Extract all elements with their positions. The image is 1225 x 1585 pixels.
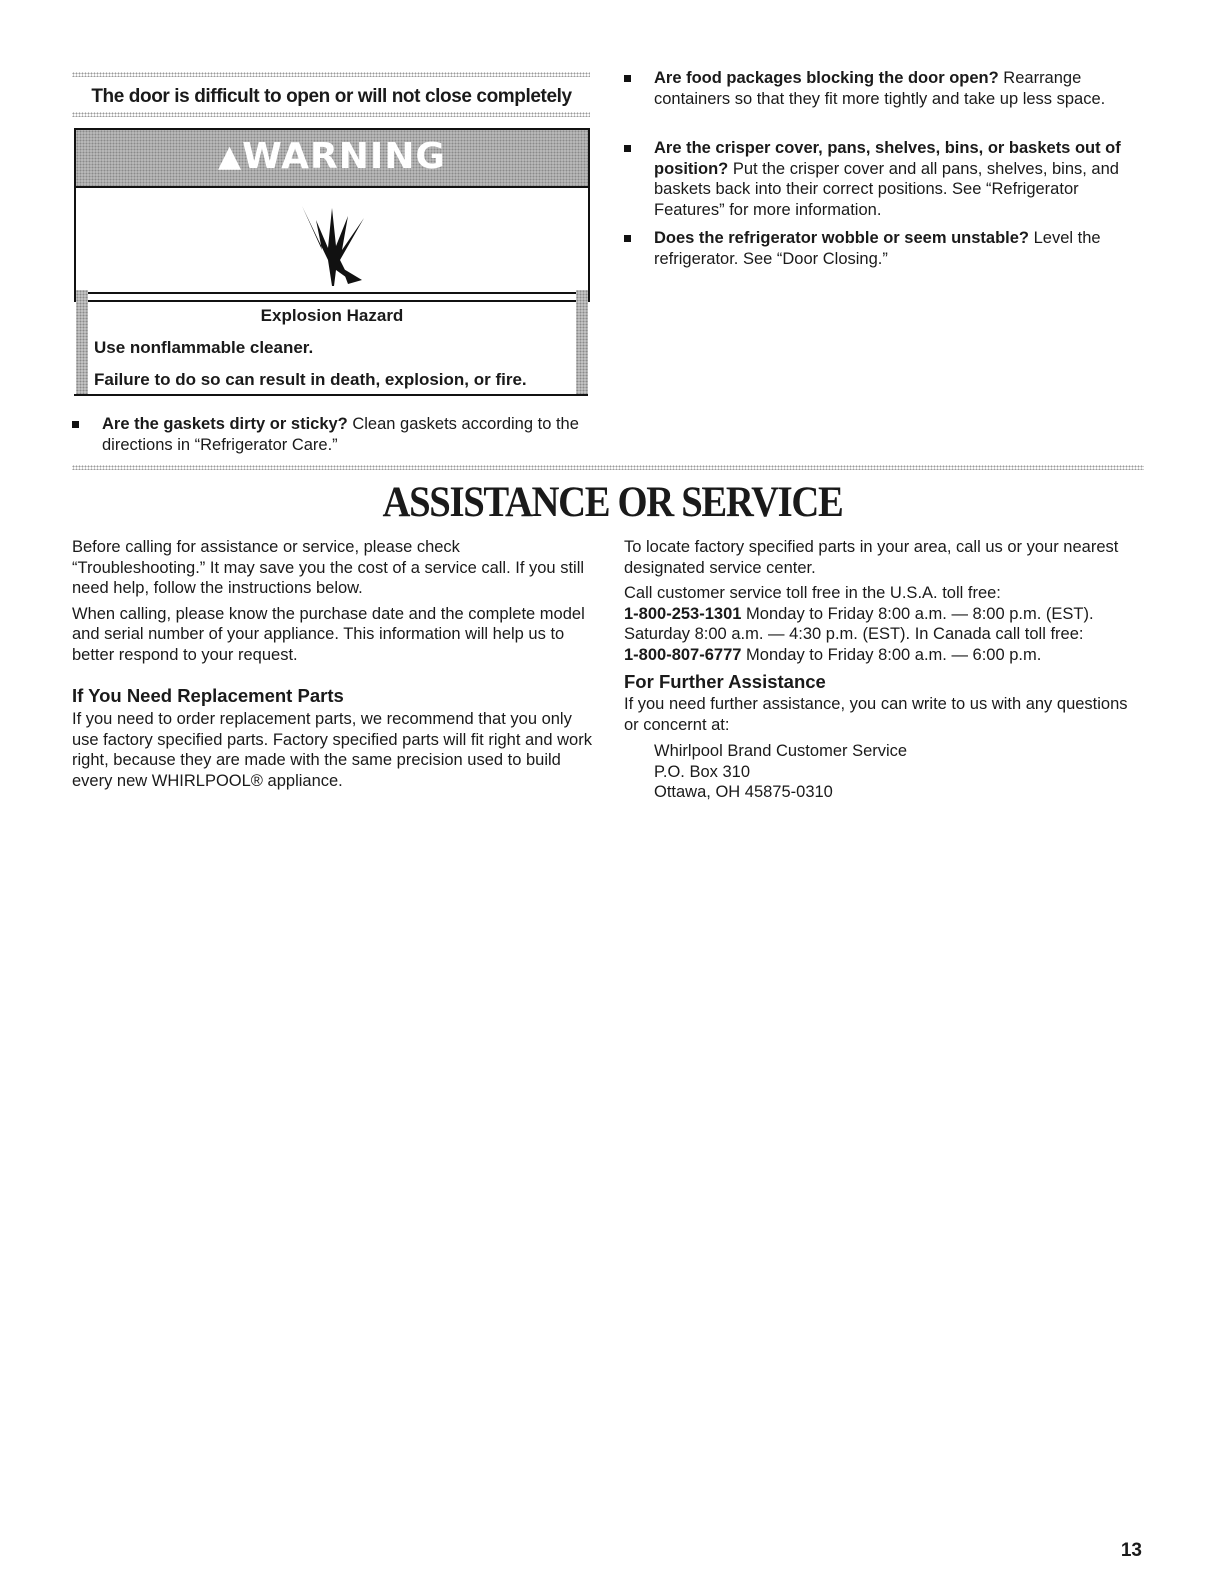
warning-line-2: Failure to do so can result in death, explosion, or fire.: [94, 370, 527, 389]
address-line-2: P.O. Box 310: [654, 762, 751, 781]
further-assistance-heading: For Further Assistance: [624, 671, 826, 692]
bullet-square-icon: [624, 145, 631, 152]
canada-phone-number: 1-800-807-6777: [624, 645, 742, 664]
intro-paragraph-2: When calling, please know the purchase date and the complete model and serial number of your appliance. This information will help us to better respond to your request.: [72, 604, 585, 664]
further-assistance-text: If you need further assistance, you can write to us with any questions or concernt at:: [624, 695, 1128, 734]
warning-side-right: [576, 290, 588, 394]
bullet-answer: Clean gaskets according to the directions in “Refrigerator Care.”: [102, 415, 579, 454]
warning-hazard-title: Explosion Hazard: [260, 306, 404, 325]
replacement-parts-text: If you need to order replacement parts, we recommend that you only use factory specified parts. Factory specified parts will fit right and work right, because they are made with the same precision used to build every new WHIRLPOOL® appliance.: [72, 710, 592, 790]
warning-triangle-icon: ▲: [218, 139, 243, 174]
assistance-left-column: [72, 537, 592, 791]
door-section-heading: The door is difficult to open or will not close completely: [91, 86, 572, 107]
warning-line-1: Use nonflammable cleaner.: [94, 338, 314, 357]
address-line-3: Ottawa, OH 45875-0310: [654, 783, 833, 801]
us-hours: Monday to Friday 8:00 a.m. — 8:00 p.m. (EST). Saturday 8:00 a.m. — 4:30 p.m. (EST). In Canada call toll free:: [624, 604, 1094, 643]
bullet-question: Are the crisper cover, pans, shelves, bins, or baskets out of position?: [654, 139, 1121, 178]
bullet-question: Are the gaskets dirty or sticky?: [102, 415, 348, 433]
warning-title: ▲WARNING: [218, 136, 446, 177]
warning-header: [76, 130, 588, 186]
page-title: ASSISTANCE OR SERVICE: [382, 479, 843, 526]
canada-hours: Monday to Friday 8:00 a.m. — 6:00 p.m.: [741, 645, 1042, 664]
warning-side-left: [76, 290, 88, 394]
phone-hours-text: [624, 604, 1144, 666]
us-phone-number: 1-800-253-1301: [624, 604, 742, 623]
bullet-square-icon: [624, 235, 631, 242]
locate-parts-text: To locate factory specified parts in your area, call us or your nearest designated service center.: [624, 538, 1119, 577]
page-number: 13: [1120, 1540, 1142, 1561]
section-dotted-rule: [72, 465, 1144, 470]
bullet-question: Does the refrigerator wobble or seem unstable?: [654, 229, 1030, 247]
bullet-square-icon: [624, 75, 631, 82]
assistance-right-column: [624, 537, 1144, 803]
warning-box: [74, 128, 590, 389]
warning-image-area: [76, 186, 588, 294]
bullet-answer: Level the refrigerator. See “Door Closing.”: [654, 229, 1101, 268]
intro-paragraph-1: Before calling for assistance or service, please check “Troubleshooting.” It may save you the cost of a service call. If you still need help, follow the instructions below.: [72, 538, 585, 597]
mailing-address: [654, 741, 1144, 803]
top-dotted-rule: [72, 72, 590, 77]
bullet-answer: Put the crisper cover and all pans, shelves, bins, and baskets back into their correct positions. See “Refrigerator Features” for more information.: [654, 159, 1119, 219]
explosion-icon: [292, 198, 372, 288]
heading-dotted-rule: [72, 112, 590, 117]
bullet-square-icon: [72, 421, 79, 428]
address-line-1: Whirlpool Brand Customer Service: [654, 742, 908, 760]
call-text: Call customer service toll free in the U.S.A. toll free:: [624, 584, 1001, 602]
bullet-question: Are food packages blocking the door open?: [654, 69, 999, 87]
warning-bottom-border: [74, 394, 588, 396]
replacement-parts-heading: If You Need Replacement Parts: [72, 685, 344, 706]
bullet-answer: Rearrange containers so that they fit more tightly and take up less space.: [654, 69, 1106, 108]
